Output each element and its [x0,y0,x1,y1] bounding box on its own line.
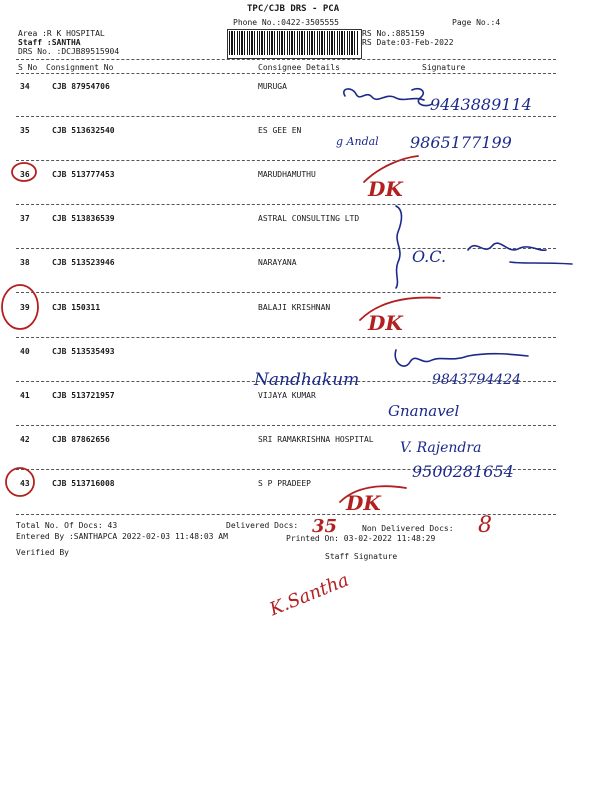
sno: 34 [20,82,30,91]
sno: 37 [20,214,30,223]
sno: 40 [20,347,30,356]
circle-mark-43 [6,468,34,496]
consignment-no: CJB 87862656 [52,435,110,444]
consignee-name: BALAJI KRISHNAN [258,303,331,312]
signature-scribble-40 [395,350,528,366]
sno: 36 [20,170,30,179]
total-docs: Total No. Of Docs: 43 [16,521,118,530]
signature-name-42: V. Rajendra [400,440,482,456]
consignee-name: MARUDHAMUTHU [258,170,316,179]
signature-scribble-37 [468,243,572,264]
sno: 39 [20,303,30,312]
sno: 38 [20,258,30,267]
area-label: Area :R K HOSPITAL [18,29,105,38]
consignment-no: CJB 513535493 [52,347,115,356]
rs-date: RS Date:03-Feb-2022 [362,38,454,47]
col-consignment: Consignment No [46,63,114,72]
consignment-no: CJB 150311 [52,303,101,312]
circle-mark-36 [12,163,36,181]
consignee-name: ASTRAL CONSULTING LTD [258,214,360,223]
signature-phone-40: 9843794424 [432,372,522,388]
consignment-no: CJB 513721957 [52,391,115,400]
signature-scribble-34 [344,89,432,106]
signature-name-35: g Andal [336,135,379,148]
staff-signature-label: Staff Signature [325,552,398,561]
sno: 35 [20,126,30,135]
sno: 42 [20,435,30,444]
document-title: TPC/CJB DRS - PCA [247,4,340,14]
staff-signature: K.Santha [266,569,352,621]
signature-phone-35: 9865177199 [410,133,512,152]
entered-by: Entered By :SANTHAPCA 2022-02-03 11:48:03 AM [16,532,228,541]
page-number: Page No.:4 [452,18,501,27]
sno: 43 [20,479,30,488]
delivered-docs-label: Delivered Docs: [226,521,299,530]
consignment-no: CJB 513632540 [52,126,115,135]
signature-phone-34: 9443889114 [430,95,532,114]
consignee-name: MURUGA [258,82,287,91]
consignment-no: CJB 513777453 [52,170,115,179]
signature-41: Gnanavel [388,402,460,420]
col-consignee: Consignee Details [258,63,340,72]
col-sno: S No [18,63,38,72]
consignment-no: CJB 513523946 [52,258,115,267]
consignee-name: VIJAYA KUMAR [258,391,316,400]
drs-number: DRS No. :DCJB89515904 [18,47,120,56]
staff-label: Staff :SANTHA [18,38,81,47]
signature-name-40: Nandhakum [254,370,360,390]
bracket-37-38 [396,206,402,288]
col-signature: Signature [422,63,466,72]
dk-mark-36: DK [368,177,403,201]
dk-mark-39: DK [368,311,403,335]
non-delivered-docs-label: Non Delivered Docs: [362,524,454,533]
printed-on: Printed On: 03-02-2022 11:48:29 [286,534,436,543]
verified-by: Verified By [16,548,69,557]
circle-mark-39 [2,285,38,329]
dk-mark-43: DK [346,491,381,515]
consignment-no: CJB 513716008 [52,479,115,488]
consignee-name: SRI RAMAKRISHNA HOSPITAL [258,435,374,444]
consignee-name: NARAYANA [258,258,297,267]
rs-number: RS No.:885159 [362,29,425,38]
phone-number: Phone No.:0422-3505555 [233,18,339,27]
signature-37: O.C. [412,247,447,266]
consignee-name: ES GEE EN [258,126,302,135]
sno: 41 [20,391,30,400]
non-delivered-count: 8 [478,513,492,538]
consignment-no: CJB 513836539 [52,214,115,223]
consignment-no: CJB 87954706 [52,82,110,91]
delivered-count: 35 [312,516,338,537]
consignee-name: S P PRADEEP [258,479,311,488]
signature-phone-42: 9500281654 [412,462,514,481]
